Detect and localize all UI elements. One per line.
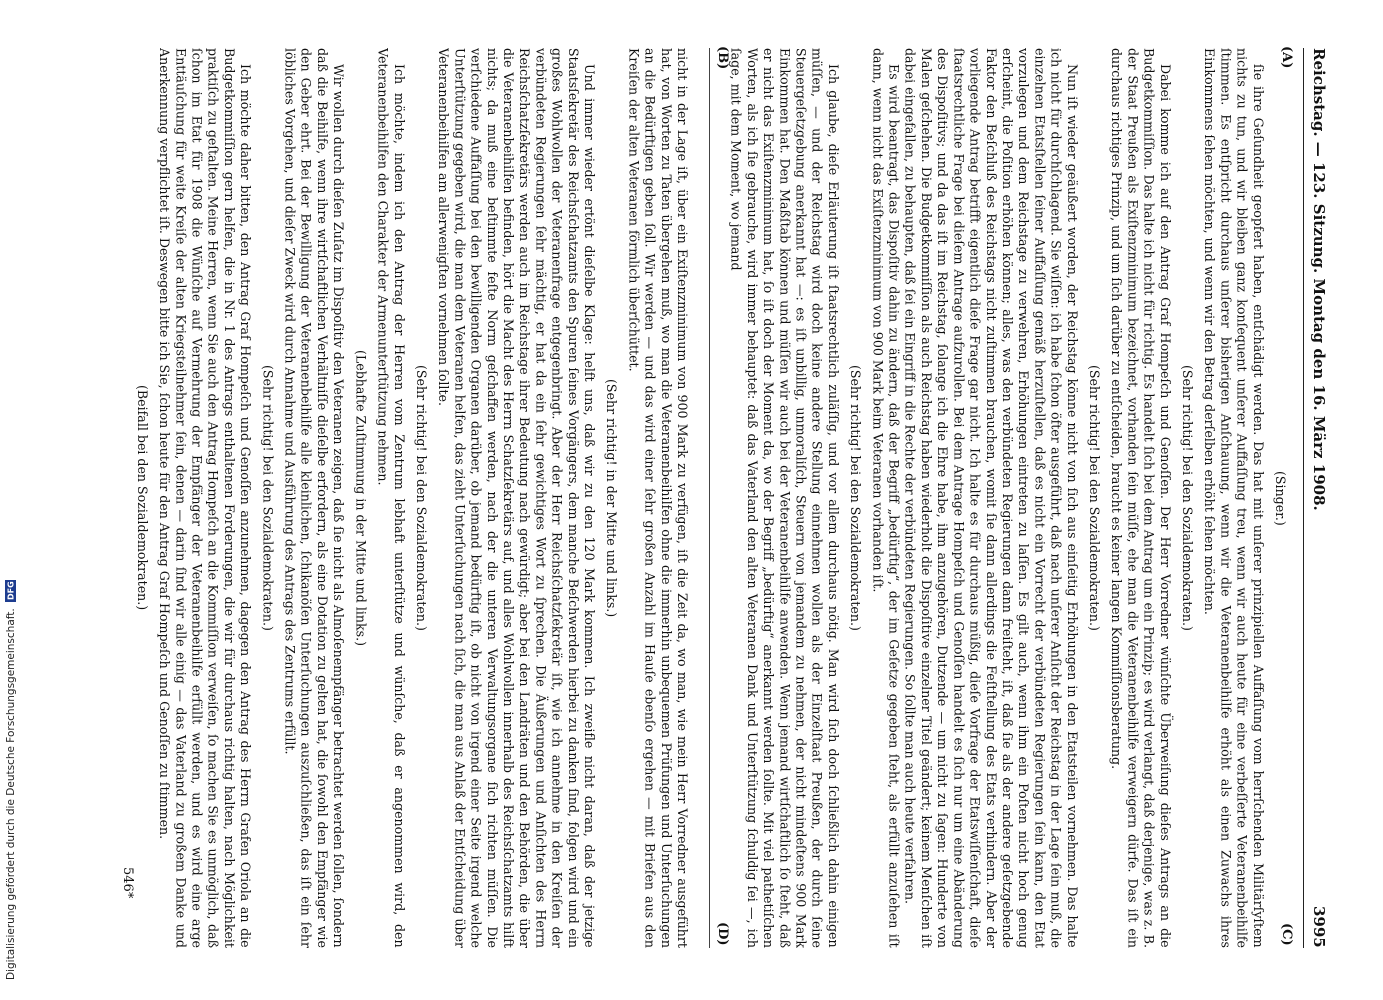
page-title: Reichstag. — 123. Sitzung. Montag den 16. März 1908. — [1310, 48, 1328, 511]
funding-note: Digitalisierung gefördert durch die Deutsche Forschungsgemeinschaft. — [5, 608, 17, 980]
signature-mark: 546* — [120, 866, 135, 898]
interjection: (Sehr richtig! in der Mitte und links.) — [604, 378, 620, 618]
paragraph: Und immer wieder ertönt dieſelbe Klage: helft uns, daß wir zu den 120 Mark kommen. Ich zweifle nicht daran, daß der jetzige Staatsſekretär des Reichsſchatzamts den Spuren ſeines Vorgängers, dem manche Beſchwerden hierbei zu danken ſind, folgen wird und ein großes Wohlwollen der Veteranenfrage entgegenbringt. Aber der Herr Reichsſchatzſekretär iſt, wie ich annehme in den Kreiſen der verbündeten Regierungen ſehr mächtig, er hat da ein ſehr gewichtiges Wort zu ſprechen. Die Äußerungen und Anſichten des Herrn Reichsſchatzſekretärs werden auch im Reichstage ihrer Bedeutung nach gewürdigt; aber bei den Landräten und den Behörden, die über die Veteranenbeihilfen befinden, hört die Macht des Herrn Schatzſekretärs auf, und alles Wohlwollen innerhalb des Reichsſchatzamts hilft nichts; da muß eine beſtimmte feſte Norm geſchaffen werden, nach der die unteren Verwaltungsorgane ſich richten müſſen. Die verſchiedene Auffaſſung bei den bewilligenden Organen darüber, ob jemand bedürftig iſt, ob nicht von irgend einer Seite irgend welche Unterſtützung gegeben wird, die man dem Veteranen helfen, das zieht Unterſuchungen nach ſich, die man aus Anlaß der Entſcheidung über Veteranenbeihilfen am allerwenigſten vornehmen ſollte. — [436, 48, 597, 948]
text-column-right — [130, 48, 690, 948]
paragraph: Es wird beantragt, das Dispoſitiv dahin zu ändern, daß der Begriff „bedürftig“, der im Geſetze gegeben ſteht, als erfüllt anzuſehen iſt dann, wenn nicht das Exiſtenzminimum von 900 Mark beim Veteranen vorhanden iſt. — [870, 48, 902, 948]
interjection: (Sehr richtig! bei den Sozialdemokraten.) — [413, 365, 429, 631]
header-rule — [1303, 48, 1304, 948]
speaker-name: (Singer.) — [1273, 470, 1288, 526]
interjection: (Beifall bei den Sozialdemokraten.) — [134, 385, 150, 611]
digitization-funding-strip — [0, 0, 22, 1000]
paragraph: Ich glaube, dieſe Erläuterung iſt ſtaatsrechtlich zuläſſig, und vor allem durchaus nötig. Man wird ſich doch ſchließlich dahin einigen müſſen, — und der Reichstag wird doch keine andere Stellung einnehmen wollen als der Einzelſtaat Preußen, der durch ſeine Steuergeſetzgebung anerkannt hat —: es iſt unbillig, unmoraliſch, Steuern von jemandem zu nehmen, der nicht mindeſtens 900 Mark Einkommen hat. Den Maßſtab können und müſſen wir auch bei der Veteranenbeihilfe anwenden. Wenn jemand wirtſchaftlich ſo ſteht, daß er nicht das Exiſtenzminimum hat, ſo iſt doch der Moment da, wo der Begriff „bedürftig“ anerkannt werden ſollte. Mit viel pathetiſchen Worten, als ich ſie gebrauche, wird immer behauptet: daß das Vaterland den alten Veteranen Dank und Unterſtützung ſchuldig ſei —, ich ſage, mit dem Moment, wo jemand — [728, 48, 841, 948]
margin-marker-c: (C) — [1279, 923, 1294, 946]
dfg-logo-icon: DFG — [6, 581, 16, 601]
text-column-left — [724, 48, 1294, 948]
paragraph: Dabei komme ich auf den Antrag Graf Hompeſch und Genoſſen. Der Herr Vorredner wünſchte Überweiſung dieſes Antrags an die Budgetkommiſſion. Das halte ich nicht für richtig. Es handelt ſich bei dem Antrag um ein Prinzip; es wird verlangt, daß derjenige, was z. B. der Staat Preußen als Exiſtenzminimum bezeichnet, vorhanden ſein müſſe, ehe man die Veteranenbeihilfe verweigern dürfe. Das iſt ein durchaus richtiges Prinzip, und um ſich darüber zu entſcheiden, braucht es keiner langen Kommiſſionsberatung. — [1109, 48, 1173, 948]
interjection: (Sehr richtig! bei den Sozialdemokraten.) — [848, 365, 864, 631]
column-divider — [709, 48, 710, 948]
interjection: (Sehr richtig! bei den Sozialdemokraten.) — [1086, 365, 1102, 631]
paragraph: Ich möchte, indem ich den Antrag der Herren vom Zentrum lebhaft unterſtütze und wünſche, daß er angenommen wird, den Veteranenbeihilfen den Charakter der Armenunterſtützung nehmen. — [375, 48, 407, 948]
margin-marker-a: (A) — [1279, 46, 1294, 69]
interjection: (Sehr richtig! bei den Sozialdemokraten.) — [260, 365, 276, 631]
paragraph: Wir wollen durch dieſen Zuſatz im Dispoſitiv den Veteranen zeigen, daß ſie nicht als Almoſenempfänger betrachtet werden ſollen, ſondern daß die Beihilfe, wenn ihre wirtſchaftlichen Verhältniſſe dieſelbe erfordern, als eine Dotation zu gelten hat, die ſowohl den Empfänger wie den Geber ehrt. Bei der Bewilligung der Veteranenbeihilfe alle kleinlichen, ſchikanöſen Unterſuchungen auszuſchließen, das iſt ein ſehr löbliches Vorgehen, und dieſer Zweck wird durch Annahme und Ausführung des Antrags des Zentrums erfüllt. — [282, 48, 347, 948]
page-header — [1308, 48, 1330, 948]
paragraph: Ich möchte daher bitten, den Antrag Graf Hompeſch und Genoſſen anzunehmen, dagegen den Antrag des Herrn Grafen Oriola an die Budgetkommiſſion gern helfen, die in Nr. 1 des Antrags enthaltenen Forderungen, die wir für durchaus richtig halten, nach Möglichkeit praktiſch zu geſtalten. Meine Herren, wenn Sie auch den Antrag Hompeſch an die Kommiſſion verweiſen, ſo machen Sie es unmöglich, daß ſchon im Etat für 1908 die Wünſche auf Vermehrung der Empfänger der Veteranenbeihilfe erfüllt werden, und es wird eine arge Enttäuſchung für weite Kreiſe der alten Kriegsteilnehmer ſein, denen — darin ſind wir alle einig — das Vaterland zu großem Danke und Anerkennung verpflichtet iſt. Deswegen bitte ich Sie, ſchon heute für den Antrag Graf Hompeſch und Genoſſen zu ſtimmen. — [157, 48, 254, 948]
interjection: (Lebhafte Zuſtimmung in der Mitte und links.) — [353, 349, 369, 646]
margin-marker-b: (B) — [715, 46, 730, 70]
paragraph: nicht in der Lage iſt, über ein Exiſtenzminimum von 900 Mark zu verfügen, iſt die Zeit da, wo man, wie mein Herr Vorredner ausgeführt hat, von Worten zu Taten übergehen muß, wo man die Veteranenbeihilfen ohne die immerhin unbequemen Prüfungen und Unterſuchungen an die Bedürftigen geben ſoll. Wir werden — und das wird einer ſehr großen Anzahl im Hauſe ebenſo ergehen — mit Briefen aus den Kreiſen der alten Veteranen förmlich überſchüttet. — [626, 48, 690, 948]
paragraph: Nun iſt wieder geäußert worden, der Reichstag könne nicht von ſich aus einſeitig Erhöhungen in den Etatsteilen vornehmen. Das halte ich nicht für durchſchlagend. Sie wiſſen: ich habe ſchon öfter ausgeführt, daß nach unſerer Anſicht der Reichstag in der Lage ſein muß, die einzelnen Etatsſtellen ſeiner Auffaſſung gemäß herzuſtellen, daß es nicht ein Vorrecht der verbündeten Regierungen ſein kann, den Etat vorzulegen und dem Reichstage zu verwehren, Erhöhungen eintreten zu laſſen. Es gilt auch, wenn ihm ein Poſten nicht hoch genug erſcheint, die Poſition erhöhen können; alles, was den verbündeten Regierungen dann freiſteht, iſt, daß ſie als der andere geſetzgebende Faktor den Beſchluß des Reichstags nicht zuſtimmen brauchen, womit ſie dann allerdings die Feſtſtellung des Etats verhindern. Aber der vorliegende Antrag betrifft eigentlich dieſe Frage gar nicht. Ich halte es für durchaus müßig, dieſe Vorfrage der Etatswiſſenſchaft, dieſe ſtaatsrechtliche Frage bei dieſem Antrage aufzurollen. Bei dem Antrage Hompeſch und Genoſſen handelt es ſich nur um eine Abänderung des Dispoſitivs; und da das iſt im Reichstag, ſolange ich die Ehre habe, ihm anzugehören, Dutzende — um nicht zu ſagen: Hunderte von Malen geſchehen. Die Budgetkommiſſion als auch Reichstag haben wiederholt die Dispoſitive einzelner Titel geändert; keinem Menſchen iſt dabei eingefallen, zu behaupten, daß ſei ein Eingriff in die Rechte der verbündeten Regierungen. So ſollte man auch heute verfahren. — [902, 48, 1080, 948]
interjection: (Sehr richtig! bei den Sozialdemokraten.) — [1179, 365, 1195, 631]
page-number: 3995 — [1310, 906, 1328, 948]
margin-marker-d: (D) — [715, 922, 730, 946]
scanned-page — [80, 48, 1330, 968]
paragraph: ſie ihre Geſundheit geopfert haben, entſchädigt werden. Das hat mit unſerer prinzipiellen Auffaſſung vom herrſchenden Militärſyſtem nichts zu tun, und wir bleiben ganz konſequent unſerer Auffaſſung treu, wenn wir auch heute für eine verbeſſerte Veteranenbeihilfe ſtimmen. Es entſpricht durchaus unſerer bisherigen Anſchauung, wenn wir die Veteranenbeihilfe erhöht als einen Zuwachs ihres Einkommens ſehen möchten, und wenn wir den Betrag derſelben erhöht ſehen möchten. — [1202, 48, 1266, 948]
